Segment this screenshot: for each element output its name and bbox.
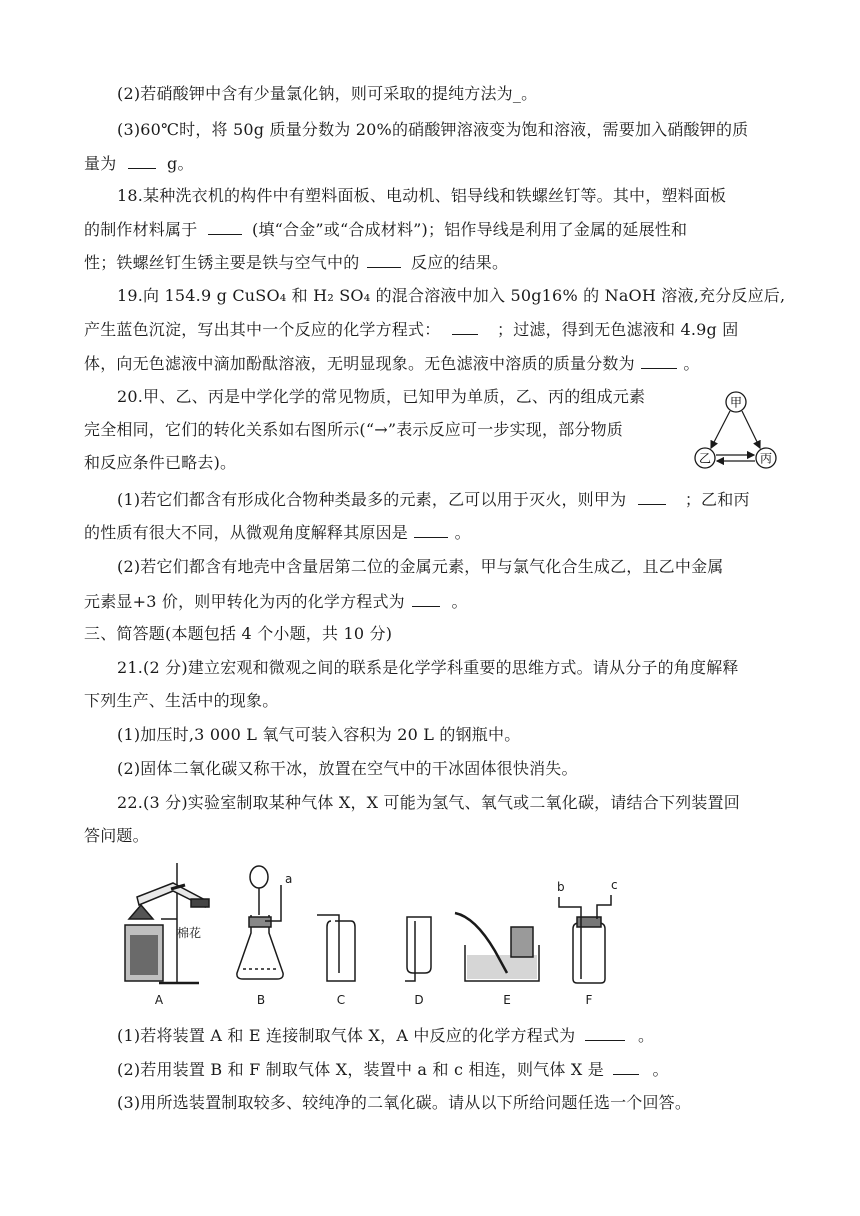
q20-text-after-blank-2: 。	[454, 523, 471, 542]
label-a: A	[154, 993, 164, 1007]
q22-part1	[117, 1024, 654, 1047]
q19-text-after-blank: ；过滤，得到无色滤液和 4.9g 固	[497, 320, 739, 339]
svg-text:丙: 丙	[759, 451, 773, 466]
q18-text-before-blank: 的制作材料属于	[84, 220, 198, 239]
answer-blank[interactable]	[638, 488, 666, 505]
q22-text-before-blank: (1)若将装置 A 和 E 连接制取气体 X，A 中反应的化学方程式为	[117, 1026, 576, 1045]
q20-text-before-blank-2: 的性质有很大不同，从微观角度解释其原因是	[84, 523, 409, 542]
q17-text-before-blank: 量为	[84, 154, 117, 173]
q20-text-before-blank-3: 元素显+3 价，则甲转化为丙的化学方程式为	[84, 592, 405, 611]
q18-line1: 18.某种洗衣机的构件中有塑料面板、电动机、铝导线和铁螺丝钉等。其中，塑料面板	[117, 186, 727, 205]
arrow-jia-to-bing	[742, 411, 760, 448]
q20-part1-line2	[84, 521, 471, 544]
q21-line2: 下列生产、生活中的现象。	[84, 691, 279, 710]
q19-text-before-blank: 产生蓝色沉淀，写出其中一个反应的化学方程式：	[84, 320, 441, 339]
apparatus-a	[125, 863, 209, 1007]
answer-blank[interactable]	[414, 521, 448, 538]
q18-text-after-blank: (填“合金”或“合成材料”)；铝作导线是利用了金属的延展性和	[252, 220, 688, 239]
answer-blank[interactable]	[367, 251, 401, 268]
q20-text-after-blank-3: 。	[451, 592, 468, 611]
apparatus-f	[557, 878, 618, 1007]
node-yi	[695, 448, 715, 468]
q20-part2-line1: (2)若它们都含有地壳中含量居第二位的金属元素，甲与氯气化合生成乙，且乙中金属	[117, 557, 724, 576]
q18-text-after-blank-2: 反应的结果。	[411, 253, 509, 272]
q17-part3-line1: (3)60℃时，将 50g 质量分数为 20%的硝酸钾溶液变为饱和溶液，需要加入硝酸钾的质	[117, 120, 749, 139]
apparatus-b	[237, 866, 292, 1007]
answer-blank[interactable]	[613, 1058, 639, 1075]
q22-text-before-blank-2: (2)若用装置 B 和 F 制取气体 X，装置中 a 和 c 相连，则气体 X 是	[117, 1060, 604, 1079]
answer-blank[interactable]	[128, 152, 156, 169]
q20-line2: 完全相同，它们的转化关系如右图所示(“→”表示反应可一步实现，部分物质	[84, 420, 624, 439]
q22-part3: (3)用所选装置制取较多、较纯净的二氧化碳。请从以下所给问题任选一个回答。	[117, 1093, 692, 1112]
q21-line1: 21.(2 分)建立宏观和微观之间的联系是化学学科重要的思维方式。请从分子的角度解释	[117, 658, 739, 677]
q19-line2	[84, 318, 738, 341]
port-c-label: c	[611, 878, 618, 892]
label-d: D	[414, 993, 424, 1007]
q17-part2: (2)若硝酸钾中含有少量氯化钠，则可采取的提纯方法为_。	[117, 84, 538, 103]
q19-text-before-blank-2: 体，向无色滤液中滴加酚酞溶液，无明显现象。无色滤液中溶质的质量分数为	[84, 354, 635, 373]
answer-blank[interactable]	[208, 218, 242, 235]
apparatus-d	[405, 917, 431, 1007]
label-e: E	[503, 993, 511, 1007]
q18-line3	[84, 251, 508, 274]
q22-line2: 答问题。	[84, 826, 149, 845]
answer-blank[interactable]	[452, 318, 478, 335]
q18-text-before-blank-2: 性；铁螺丝钉生锈主要是铁与空气中的	[84, 253, 360, 272]
answer-blank[interactable]	[585, 1024, 625, 1041]
lab-apparatus-figure	[115, 855, 635, 1015]
q19-line3	[84, 352, 700, 375]
q22-line1: 22.(3 分)实验室制取某种气体 X，X 可能为氢气、氧气或二氧化碳，请结合下列装置回	[117, 793, 740, 812]
q22-text-after-blank: 。	[637, 1026, 655, 1045]
cotton-label: 棉花	[177, 926, 202, 940]
q21-part1: (1)加压时,3 000 L 氧气可装入容积为 20 L 的钢瓶中。	[117, 725, 521, 744]
port-a-label: a	[285, 872, 293, 886]
q21-part2: (2)固体二氧化碳又称干冰，放置在空气中的干冰固体很快消失。	[117, 759, 578, 778]
apparatus-e	[455, 913, 539, 1007]
q17-part3-line2	[84, 152, 194, 175]
q22-part2	[117, 1058, 669, 1081]
arrow-jia-to-yi	[711, 411, 730, 448]
q20-line1: 20.甲、乙、丙是中学化学的常见物质，已知甲为单质，乙、丙的组成元素	[117, 387, 646, 406]
q20-part2-line2	[84, 590, 468, 613]
label-f: F	[585, 993, 593, 1007]
port-b-label: b	[557, 880, 565, 894]
q17-text-after-blank: g。	[167, 154, 194, 173]
answer-blank[interactable]	[412, 590, 440, 607]
node-bing	[756, 448, 776, 468]
q20-text-before-blank: (1)若它们都含有形成化合物种类最多的元素，乙可以用于灭火，则甲为	[117, 490, 627, 509]
svg-text:乙: 乙	[698, 451, 712, 466]
q19-line1: 19.向 154.9 g CuSO₄ 和 H₂ SO₄ 的混合溶液中加入 50g16% 的 NaOH 溶液,充分反应后,	[117, 286, 786, 305]
q19-text-after-blank-2: 。	[683, 354, 700, 373]
q22-text-after-blank-2: 。	[652, 1060, 669, 1079]
q20-line3: 和反应条件已略去)。	[84, 453, 237, 472]
answer-blank[interactable]	[641, 352, 677, 369]
label-b: B	[256, 993, 266, 1007]
q18-line2	[84, 218, 687, 241]
conversion-triangle-diagram	[690, 386, 782, 474]
q20-text-after-blank: ；乙和丙	[684, 490, 750, 509]
apparatus-c	[317, 915, 355, 1007]
svg-text:甲: 甲	[729, 395, 743, 410]
q20-part1-line1	[117, 488, 750, 511]
label-c: C	[336, 993, 346, 1007]
section-three-heading: 三、简答题(本题包括 4 个小题，共 10 分)	[84, 624, 393, 643]
node-jia	[726, 392, 746, 412]
